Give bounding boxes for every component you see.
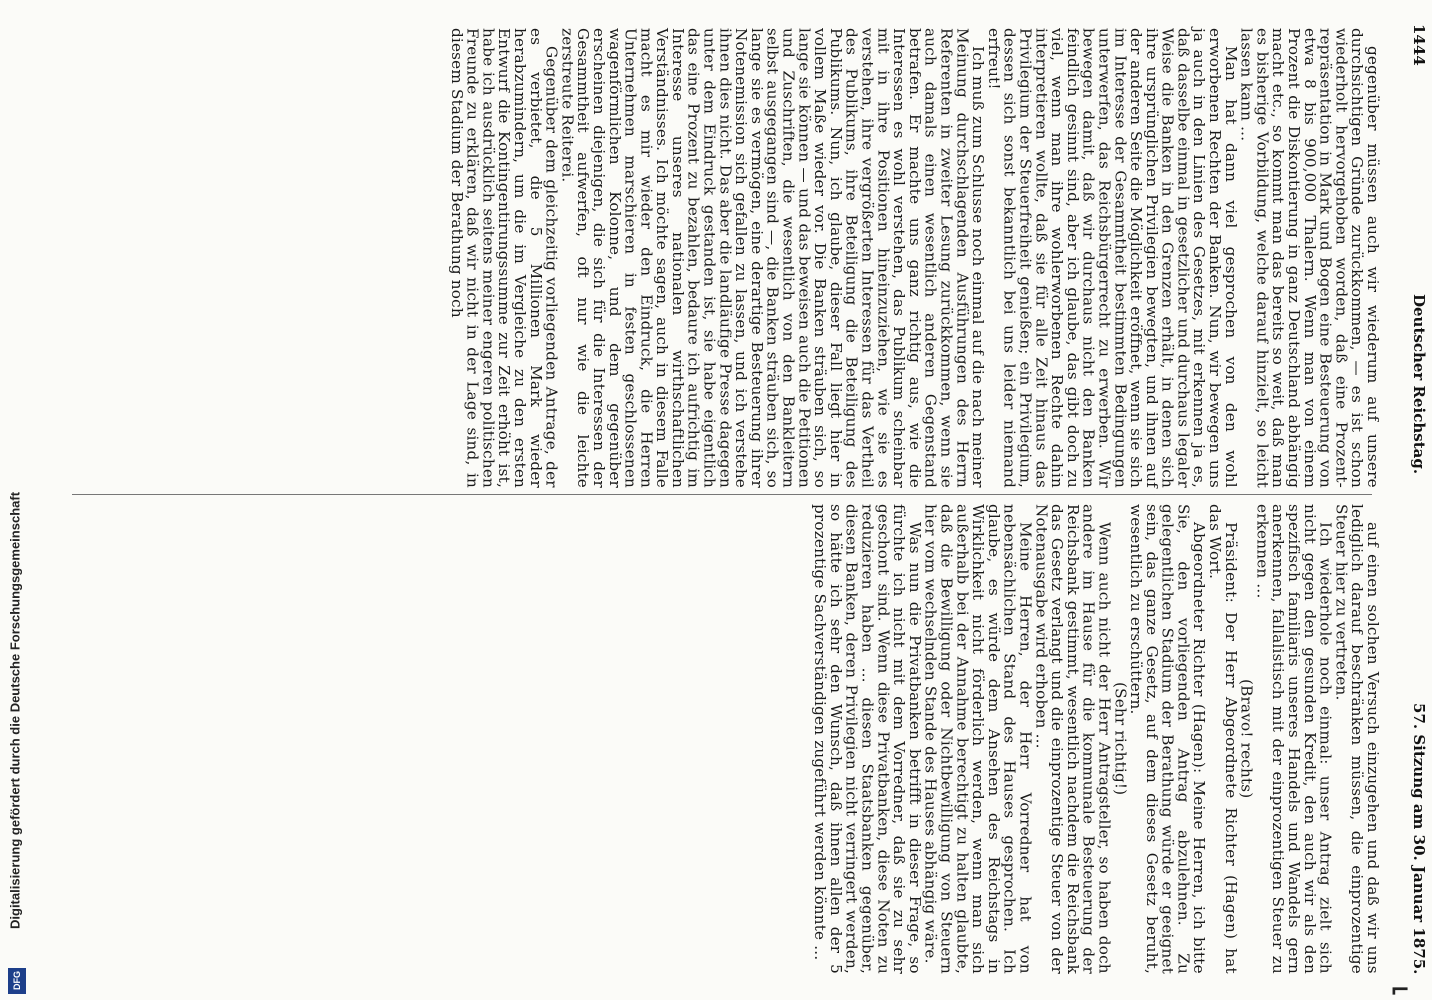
paragraph-president: Präsident: Der Herr Abgeordnete Richter (Hagen) hat das Wort. (1206, 504, 1240, 974)
journal-title: Deutscher Reichstag. (1410, 294, 1428, 475)
page-number: 1444 (1410, 24, 1428, 66)
text-column-upper (90, 28, 1380, 488)
paragraph: auf einen solchen Versuch einzugehen und daß wir uns lediglich darauf beschränken müssen, die einprozentige Steuer hier zu vertreten. (1332, 504, 1382, 974)
corner-mark: ⌐ (1390, 975, 1411, 1004)
interjection: (Bravo! rechts) (1237, 679, 1256, 799)
page-header (1388, 24, 1428, 974)
paragraph: Ich wiederhole noch einmal: unser Antrag zielt sich nicht gegen den gesunden Kredit, den auch wir als den spezifisch familiaris unseres Handels und Wandels gern anerkennen, fallalistisch mit der einprozentigen Steuer zu erkennen ... (1253, 504, 1335, 974)
paragraph-speaker: Abgeordneter Richter (Hagen): Meine Herren, ich bitte Sie, den vorliegenden Antrag abzulehnen. Zu gelegentlichen Stadium der Berathung würde er geeignet sein, das ganze Gesetz, auf dem dieses Gesetz beruht, wesentlich zu erschüttern. (1127, 504, 1209, 974)
paragraph: Man hat dann viel gesprochen von den wohl erworbenen Rechten der Banken. Nun, wir bewegen uns ja auch in den Linien des Gesetzes, mit erkennen ja es, daß dasselbe einmal in gesetzlicher und durchaus legaler Weise die Banken in den Grenzen erhält, in denen sich ihre ursprünglichen Privilegien bewegten, und ihnen auf der anderen Seite die Möglichkeit eröffnet, wenn sie sich im Interesse der Gesammtheit bestimmten Bedingungen unterwerfen, das Reichsbürgerrecht zu erwerben. Wir bewegen damit, daß wir durchaus nicht den Banken feindlich gesinnt sind, aber ich glaube, das gibt doch zu viel, wenn man ihre wohlerworbenen Rechte dahin interpretieren wollte, daß sie für alle Zeit hinaus das Privilegium der Steuerfreiheit genießen; ein Privilegium, dessen sich sonst bekanntlich bei uns leider niemand erfreut! (984, 28, 1240, 488)
paragraph: Gegenüber dem gleichzeitig vorliegenden Antrage, der es verbietet, die 5 Millionen Mark wieder herabzumindern, um die im Vergleiche zu den ersten Entwurf die Kontingentirungssumme zur Zeit erhöht ist, habe ich ausdrücklich seitens meiner engeren politischen Freunde zu erklären, daß wir nicht in der Lage sind, in diesem Stadium der Berathung noch (447, 28, 561, 488)
paragraph: Wenn auch nicht der Herr Antragsteller, so haben doch andere im Hause für die kommunale Besteuerung der Reichsbank gestimmt, wesentlich nachdem die Reichsbank das Gesetz verlangt und die einprozentige Steuer von der Notenausgabe wird erhoben ... (1032, 504, 1114, 974)
dfg-logo: DFG (8, 968, 26, 994)
session-title: 57. Sitzung am 30. Januar 1875. (1410, 702, 1428, 974)
paragraph: Was nun die Privatbanken betrifft in dieser Frage, so fürchte ich nicht mit dem Vorredner, daß sie zu sehr geschont sind. Wenn diese Privatbanken, diese Noten zu reduzieren haben ... diesen Staatsbanken gegenüber, diesen Banken, deren Privilegien nicht verringert werden, so hätte ich sehr den Wunsch, daß ihnen allen der 5 prozentige Sachverständigen zugeführt werden könnte ... (811, 504, 924, 974)
digitization-note: Digitalisierung gefördert durch die Deutsche Forschungsgemeinschaft (7, 491, 23, 929)
paragraph: Ich muß zum Schlusse noch einmal auf die nach meiner Meinung durchschlagenden Ausführungen des Herrn Referenten in zweiter Lesung zurückkommen, wenn sie auch damals einen wesentlich anderen Gegenstand betrafen. Er machte uns ganz richtig aus, wie die Interessen es wohl verstehen, das Publikum scheinbar mit in ihre Positionen hineinzuziehen, wie sie es verstehen, ihre vergrößerten Interessen für das Vertheil des Publikums, ihre Beteiligung die Beteiligung des Publikums. Nun, ich glaube, dieser Fall liegt hier in vollem Maße wieder vor. Die Banken sträuben sich, so lange sie können — und das beweisen auch die Petitionen und Zuschriften, die wesentlich von den Bankleitern selbst ausgegangen sind —, die Banken sträuben sich, so lange sie es vermögen, eine derartige Besteuerung ihrer Notenemission sich gefallen zu lassen, und ich verstehe ihnen dies nicht. Das aber die landläufige Presse dagegen unter dem Eindruck gestanden ist, sie habe eigentlich das eine Prozent zu bezahlen, bedaure ich aufrichtig im Interesse unseres nationalen wirthschaftlichen Verständnisses. Ich möchte sagen, auch in diesem Falle macht es mir wieder den Eindruck, die Herren Unternehmen marschieren in festen geschlossenen wagenförmlichen Kolonne, und dem gegenüber erscheinen diejenigen, die sich für die Interessen der Gesammtheit aufwerfen, oft nur wie die leichte zerstreute Reiterei. (558, 28, 988, 488)
paragraph: gegenüber müssen auch wir wiederum auf unsere durchsichtigen Gründe zurückkommen, — es ist schon wiederholt hervorgehoben worden, daß eine Prozent-repräsentation in Mark und Bogen eine Besteuerung von etwa 8 bis 900,000 Thalern. Wenn man von einem Prozent die Diskontierung in ganz Deutschland abhängig macht etc., so kommt man das bereits so weit, daß man es bisherige Vorbildung, welche darauf hinzielt, so leicht lassen kann ... (1237, 28, 1382, 488)
text-column-lower (90, 504, 1380, 974)
interjection: (Sehr richtig!) (1111, 682, 1130, 796)
paragraph: Meine Herren, der Herr Vorredner hat von nebensächlichen Stand des Hauses gesprochen. Ich glaube, es würde dem Ansehen des Reichstags in Wirklichkeit nicht förderlich werden, wenn man sich außerhalb bei der Annahme berechtigt zu halten glaubte, daß die Bewilligung oder Nichtbewilligung von Steuern hier vom wechselnden Stande des Hauses abhängig wäre. (921, 504, 1035, 974)
column-divider (72, 494, 1372, 495)
